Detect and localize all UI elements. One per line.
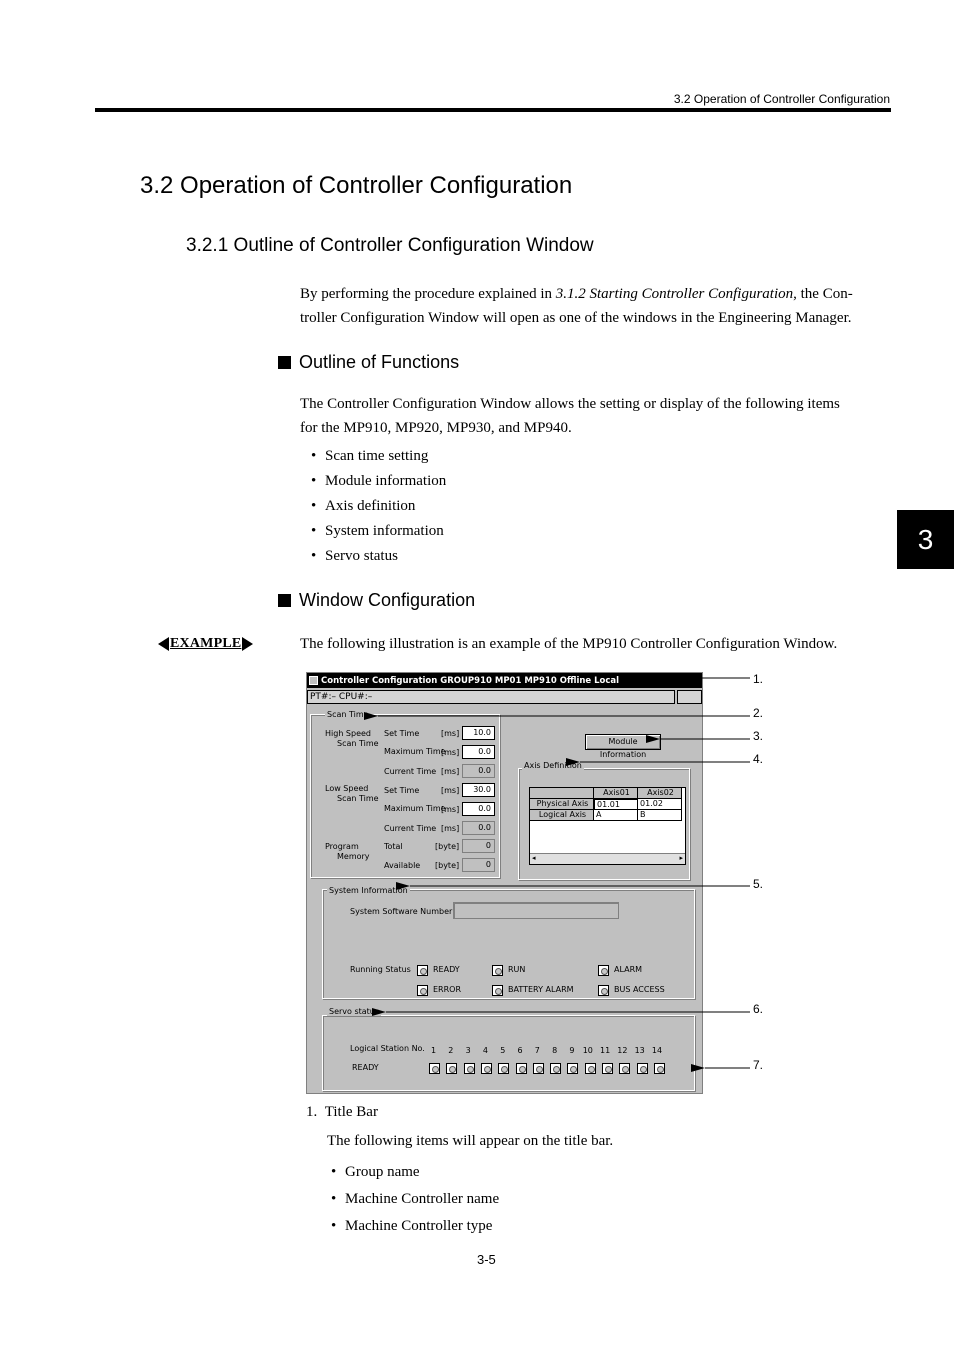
system-software-number-label: System Software Number [350,907,453,916]
scroll-left-icon[interactable]: ◂ [532,854,536,862]
intro-suffix: , the Con- [793,286,853,302]
window-config-heading-text: Window Configuration [299,590,476,610]
low-speed-label-2: Scan Time [337,794,379,803]
running-head: 3.2 Operation of Controller Configuration [673,92,890,106]
callout-2: 2. [753,706,764,720]
callout-1: 1. [753,672,764,686]
functions-paragraph [300,392,900,440]
hs-max-unit: [ms] [441,748,460,757]
grid-cell-logical-axis01[interactable]: A [594,810,638,821]
station-number: 12 [617,1046,628,1055]
item-title: Title Bar [324,1104,378,1120]
ls-set-time-input[interactable]: 30.0 [462,783,495,797]
station-number: 3 [465,1046,471,1055]
hs-cur-unit: [ms] [441,767,460,776]
ls-set-unit: [ms] [441,786,460,795]
program-memory-label-1: Program [325,842,359,851]
station-number: 13 [634,1046,645,1055]
list-item: • Group name [331,1159,499,1186]
station-number: 9 [569,1046,575,1055]
high-speed-label-1: High Speed [325,729,372,738]
header-rule [95,108,891,112]
window-config-heading [278,590,475,611]
system-information-label: System Information [329,886,408,895]
example-label: EXAMPLE [170,636,242,651]
station-number: 2 [448,1046,454,1055]
module-information-button[interactable]: Module Information [585,734,661,750]
servo-status-label: Servo status [329,1007,380,1016]
list-item: • Scan time setting [311,444,446,469]
servo-ready-label: READY [352,1063,379,1072]
callout-lines [300,670,780,1090]
list-item: • Machine Controller type [331,1213,499,1240]
page-number: 3-5 [477,1252,496,1267]
station-number: 5 [500,1046,506,1055]
total-unit: [byte] [435,842,460,851]
station-number: 8 [552,1046,558,1055]
memory-available-field: 0 [462,858,495,872]
example-text: The following illustration is an example of the MP910 Controller Configuration Window. [300,636,838,652]
functions-heading-text: Outline of Functions [299,352,460,372]
station-number: 6 [517,1046,523,1055]
low-speed-label-1: Low Speed [325,784,369,793]
title-bar-items [331,1159,499,1240]
chapter-tab: 3 [897,510,954,569]
example-marker [158,636,253,652]
section-title: 3.2 Operation of Controller Configuration [140,172,573,199]
grid-row-physical-axis: Physical Axis [530,799,594,810]
ls-set-time-label: Set Time [384,786,420,795]
intro-paragraph [300,282,900,330]
hs-set-time-label: Set Time [384,729,420,738]
numbered-item-1 [306,1104,378,1121]
hs-set-time-input[interactable]: 10.0 [462,726,495,740]
station-number: 7 [534,1046,540,1055]
intro-line-2: troller Configuration Window will open as one of the windows in the Engineering Manager. [300,310,852,326]
station-number: 10 [582,1046,593,1055]
error-status-label: ERROR [433,985,462,994]
hs-max-time-field: 0.0 [462,745,495,759]
logical-station-label: Logical Station No. [350,1044,425,1053]
triangle-right-icon [242,637,253,651]
high-speed-label-2: Scan Time [337,739,379,748]
window-title: Controller Configuration GROUP910 MP01 MP910 Offline Local [321,675,620,686]
grid-col-axis02: Axis02 [638,788,682,799]
station-number: 4 [482,1046,488,1055]
grid-cell-physical-axis02[interactable]: 01.02 [638,799,682,810]
hs-current-time-label: Current Time [384,767,437,776]
station-number: 1 [431,1046,437,1055]
callout-6: 6. [753,1002,764,1016]
intro-prefix: By performing the procedure explained in [300,286,556,302]
callout-7: 7. [753,1058,764,1072]
ls-current-time-field: 0.0 [462,821,495,835]
run-status-label: RUN [508,965,526,974]
functions-heading [278,352,459,373]
square-bullet-icon [278,356,291,369]
available-unit: [byte] [435,861,460,870]
callout-5: 5. [753,877,764,891]
list-item: • Machine Controller name [331,1186,499,1213]
running-status-label: Running Status [350,965,411,974]
status-field: PT#:– CPU#:– [307,690,675,704]
ls-max-unit: [ms] [441,805,460,814]
ls-cur-unit: [ms] [441,824,460,833]
grid-cell-logical-axis02[interactable]: B [638,810,682,821]
scroll-right-icon[interactable]: ▸ [679,854,683,862]
subsection-title: 3.2.1 Outline of Controller Configuration Window [186,235,594,256]
hs-set-unit: [ms] [441,729,460,738]
list-item: • Module information [311,469,446,494]
list-item: • Axis definition [311,494,446,519]
item-number: 1. [306,1104,318,1120]
total-label: Total [384,842,403,851]
item-description: The following items will appear on the title bar. [327,1133,614,1149]
available-label: Available [384,861,421,870]
hs-max-time-label: Maximum Time [384,747,446,756]
station-number: 14 [651,1046,663,1055]
ls-current-time-label: Current Time [384,824,437,833]
alarm-status-label: ALARM [614,965,643,974]
callout-3: 3. [753,729,764,743]
functions-line-1: The Controller Configuration Window allows the setting or display of the following items [300,396,840,412]
functions-line-2: for the MP910, MP920, MP930, and MP940. [300,420,572,436]
list-item: • System information [311,519,446,544]
program-memory-label-2: Memory [337,852,370,861]
ls-max-time-label: Maximum Time [384,804,446,813]
ls-max-time-field: 0.0 [462,802,495,816]
station-number: 11 [600,1046,611,1055]
scan-time-label: Scan Time [327,710,369,719]
functions-list [311,444,446,569]
square-bullet-icon [278,594,291,607]
hs-current-time-field: 0.0 [462,764,495,778]
intro-reference: 3.1.2 Starting Controller Configuration [555,286,794,302]
callout-4: 4. [753,752,764,766]
grid-row-logical-axis: Logical Axis [530,810,594,821]
memory-total-field: 0 [462,839,495,853]
battery-alarm-status-label: BATTERY ALARM [508,985,574,994]
axis-definition-label: Axis Definition [524,761,582,770]
triangle-left-icon [158,637,169,651]
ready-status-label: READY [433,965,460,974]
list-item: • Servo status [311,544,446,569]
grid-col-axis01: Axis01 [594,788,638,799]
grid-cell-physical-axis01[interactable]: 01.01 [594,799,638,810]
bus-access-status-label: BUS ACCESS [614,985,665,994]
